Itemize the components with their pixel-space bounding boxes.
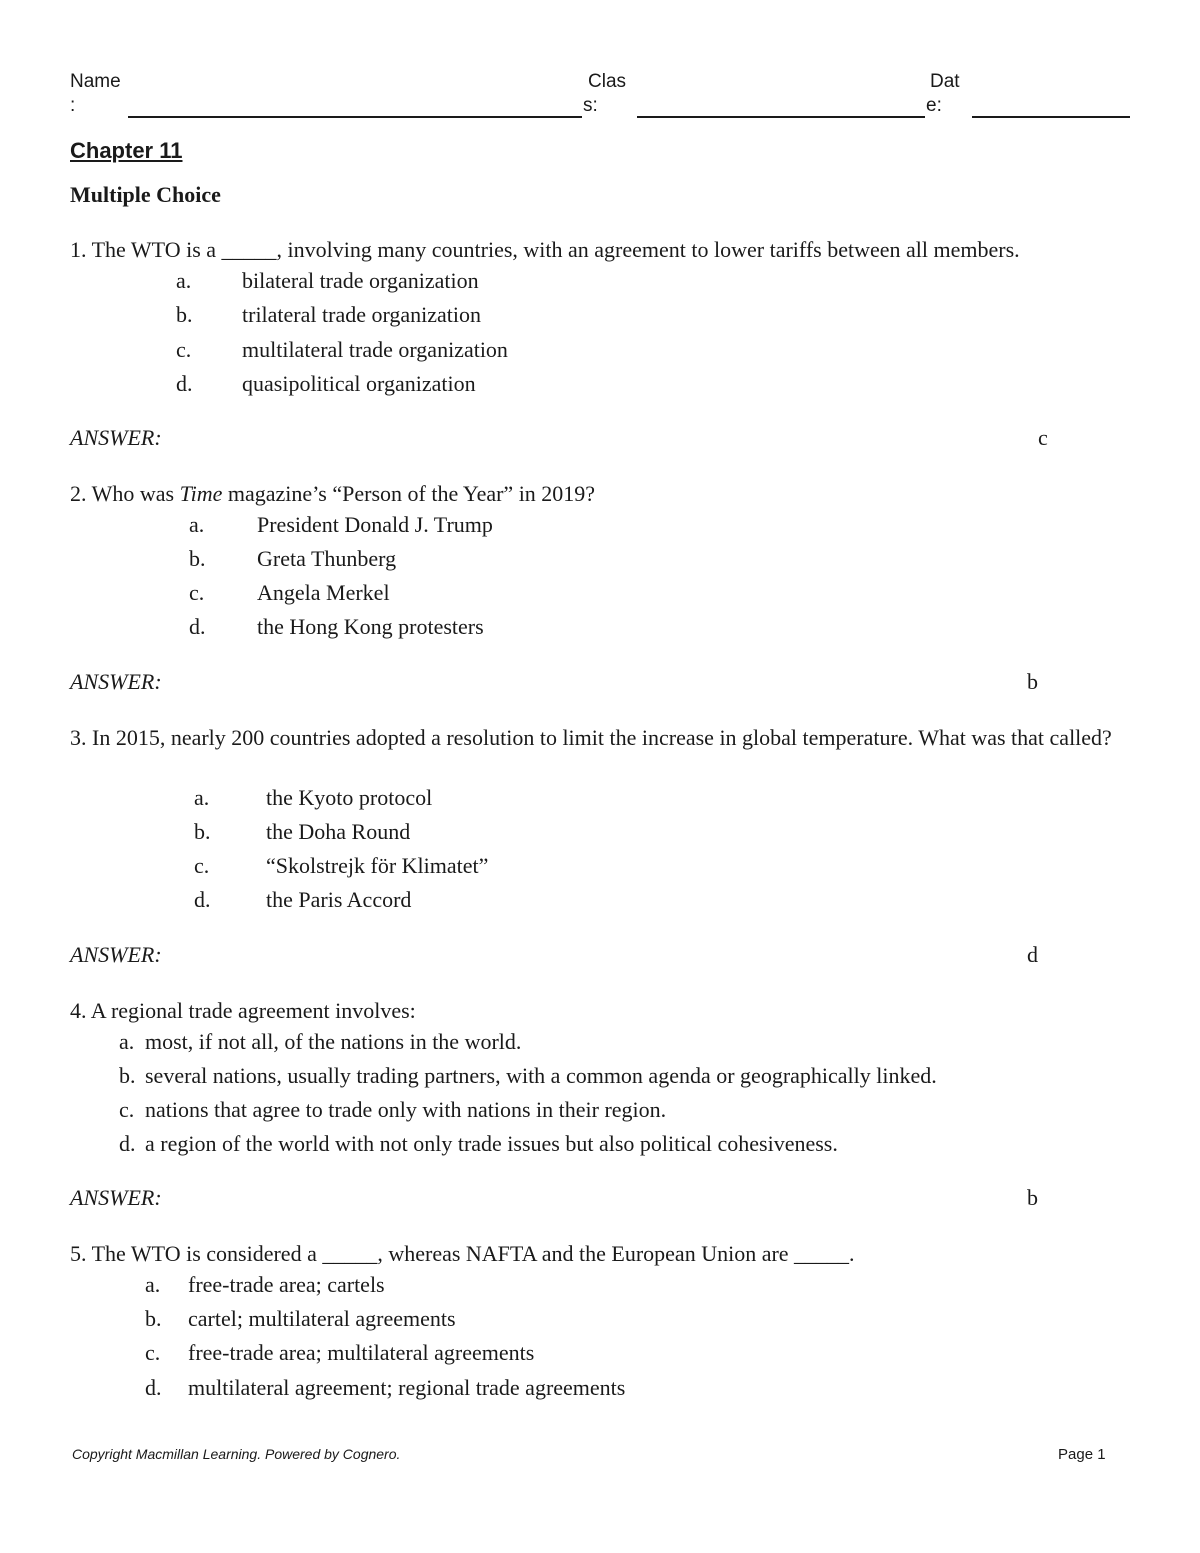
class-field-line[interactable]: [637, 116, 925, 118]
option-letter: a.: [194, 785, 210, 810]
option-text: cartel; multilateral agreements: [188, 1306, 456, 1331]
option-text: the Paris Accord: [266, 887, 412, 912]
option-letter: c.: [145, 1340, 161, 1365]
answer-value-4: b: [1027, 1185, 1038, 1210]
option-letter: d.: [189, 614, 206, 639]
option-letter: c.: [176, 337, 192, 362]
option-text: multilateral trade organization: [242, 337, 508, 362]
option-letter: a.: [119, 1029, 135, 1054]
name-label-colon: :: [70, 95, 76, 116]
date-label-suffix: e:: [926, 95, 942, 116]
option-text: free-trade area; multilateral agreements: [188, 1340, 535, 1365]
answer-label-3: ANSWER:: [70, 942, 162, 967]
option-letter: b.: [145, 1306, 162, 1331]
footer-copyright: Copyright Macmillan Learning. Powered by Cognero.: [72, 1446, 401, 1462]
option-text: free-trade area; cartels: [188, 1272, 385, 1297]
option-text: a region of the world with not only trade issues but also political cohesiveness.: [145, 1131, 838, 1156]
chapter-title: Chapter 11: [70, 138, 183, 163]
date-label: Dat: [930, 71, 960, 92]
answer-label-1: ANSWER:: [70, 425, 162, 450]
option-text: the Kyoto protocol: [266, 785, 433, 810]
option-letter: b.: [194, 819, 211, 844]
question-2-text: [70, 479, 595, 509]
option-letter: d.: [145, 1375, 162, 1400]
option-letter: b.: [176, 302, 193, 327]
date-field-line[interactable]: [972, 116, 1130, 118]
option-text: trilateral trade organization: [242, 302, 482, 327]
option-text: several nations, usually trading partners, with a common agenda or geographically linked.: [145, 1063, 937, 1088]
question-1-text: 1. The WTO is a _____, involving many countries, with an agreement to lower tariffs between all members.: [70, 237, 1020, 262]
question-5-text: 5. The WTO is considered a _____, whereas NAFTA and the European Union are _____.: [70, 1241, 855, 1266]
option-text: the Hong Kong protesters: [257, 614, 484, 639]
option-letter: d.: [176, 371, 193, 396]
answer-label-2: ANSWER:: [70, 669, 162, 694]
option-letter: a.: [145, 1272, 161, 1297]
option-text: quasipolitical organization: [242, 371, 476, 396]
option-text: most, if not all, of the nations in the world.: [145, 1029, 522, 1054]
option-text: Angela Merkel: [257, 580, 390, 605]
question-3-text: 3. In 2015, nearly 200 countries adopted a resolution to limit the increase in global temperature. What was that called?: [70, 725, 1112, 750]
footer-page-number: Page 1: [1058, 1446, 1106, 1463]
option-letter: b.: [189, 546, 206, 571]
option-letter: b.: [119, 1063, 136, 1088]
option-text: Greta Thunberg: [257, 546, 397, 571]
name-field-line[interactable]: [128, 116, 582, 118]
section-title: Multiple Choice: [70, 182, 221, 207]
option-text: bilateral trade organization: [242, 268, 479, 293]
option-letter: a.: [176, 268, 192, 293]
question-2-prefix: 2. Who was: [70, 481, 180, 506]
class-label: Clas: [588, 71, 627, 92]
question-2-emphasis: Time: [179, 481, 223, 506]
option-letter: c.: [119, 1097, 135, 1122]
option-text: nations that agree to trade only with nations in their region.: [145, 1097, 667, 1122]
answer-value-3: d: [1027, 942, 1038, 967]
option-letter: c.: [189, 580, 205, 605]
answer-value-1: c: [1038, 425, 1048, 450]
option-letter: d.: [119, 1131, 136, 1156]
class-label-suffix: s:: [583, 95, 598, 116]
option-text: President Donald J. Trump: [257, 512, 493, 537]
option-text: “Skolstrejk för Klimatet”: [266, 853, 489, 878]
option-letter: a.: [189, 512, 205, 537]
question-2-suffix: magazine’s “Person of the Year” in 2019?: [222, 481, 596, 506]
option-letter: c.: [194, 853, 210, 878]
option-letter: d.: [194, 887, 211, 912]
answer-value-2: b: [1027, 669, 1038, 694]
name-label: Name: [70, 71, 121, 92]
answer-label-4: ANSWER:: [70, 1185, 162, 1210]
option-text: the Doha Round: [266, 819, 411, 844]
question-4-text: 4. A regional trade agreement involves:: [70, 998, 416, 1023]
option-text: multilateral agreement; regional trade agreements: [188, 1375, 626, 1400]
